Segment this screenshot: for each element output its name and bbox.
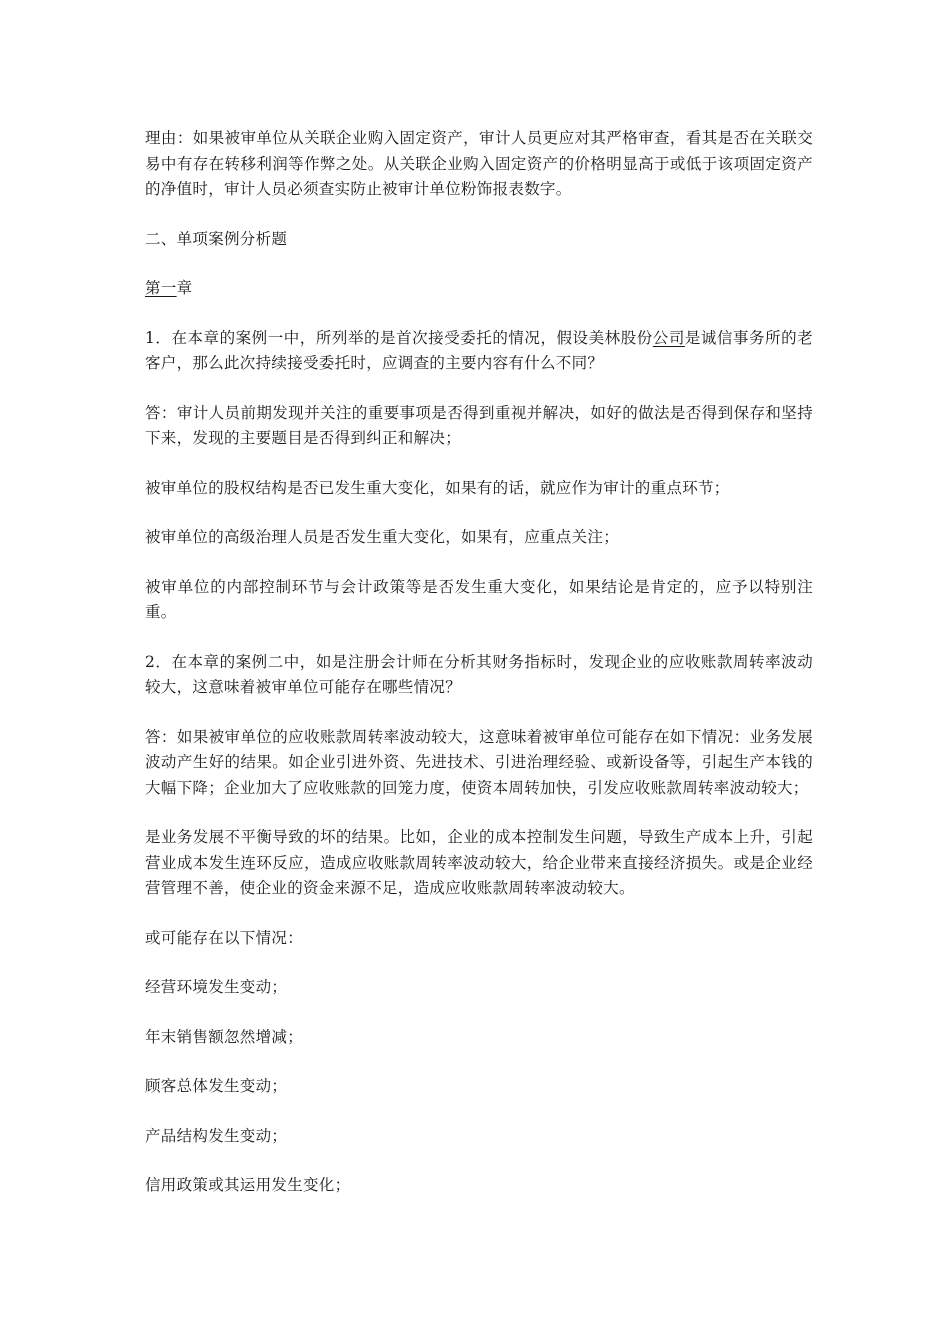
- question-1-before: 1．在本章的案例一中，所列举的是首次接受委托的情况，假设美林股份: [145, 328, 653, 347]
- question-1-after: 是诚信事务所的老客户，那么此次持续接受委托时，应调查的主要内容有什么不同？: [145, 328, 813, 372]
- list-item: 经营环境发生变动；: [145, 978, 288, 996]
- answer-2-point-3: 或可能存在以下情况：: [145, 928, 304, 947]
- question-2: 2．在本章的案例二中，如是注册会计师在分析其财务指标时，发现企业的应收账款周转率波动较大，这意味着被审单位可能存在哪些情况？: [145, 652, 813, 696]
- chapter-heading-underlined: 第一: [145, 279, 177, 297]
- answer-1-point-2: 被审单位的股权结构是否已发生重大变化，如果有的话，就应作为审计的重点环节；: [145, 478, 730, 497]
- list-item: 信用政策或其运用发生变化；: [145, 1176, 351, 1194]
- answer-2: 答：如果被审单位的应收账款周转率波动较大，这意味着被审单位可能存在如下情况：业务发展波动产生好的结果。如企业引进外资、先进技术、引进治理经验、或新设备等，引起生产本钱的大幅下降；企业加大了应收账款的回笼力度，使资本周转加快，引发应收账款周转率波动较大；: [145, 727, 813, 797]
- section-heading: 二、单项案例分析题: [145, 229, 288, 248]
- chapter-heading: [145, 276, 813, 302]
- list-item: 顾客总体发生变动；: [145, 1077, 288, 1095]
- question-1-link-text: 公司: [652, 328, 685, 347]
- reason-paragraph: 理由：如果被审单位从关联企业购入固定资产，审计人员更应对其严格审查，看其是否在关联交易中有存在转移利润等作弊之处。从关联企业购入固定资产的价格明显高于或低于该项固定资产的净值时，审计人员必须查实防止被审计单位粉饰报表数字。: [145, 129, 813, 198]
- document-body: [145, 126, 813, 1223]
- list-item: 年末销售额忽然增减；: [145, 1027, 304, 1046]
- list-item: 产品结构发生变动；: [145, 1126, 288, 1145]
- chapter-heading-rest: 章: [176, 279, 193, 297]
- answer-1-point-4: 被审单位的内部控制环节与会计政策等是否发生重大变化，如果结论是肯定的，应予以特别注重。: [145, 577, 813, 621]
- answer-1: 答：审计人员前期发现并关注的重要事项是否得到重视并解决，如好的做法是否得到保存和坚持下来，发现的主要题目是否得到纠正和解决；: [145, 403, 813, 447]
- answer-2-point-2: 是业务发展不平衡导致的坏的结果。比如，企业的成本控制发生问题，导致生产成本上升，引起营业成本发生连环反应，造成应收账款周转率波动较大，给企业带来直接经济损失。或是企业经营管理不善，使企业的资金来源不足，造成应收账款周转率波动较大。: [145, 828, 813, 897]
- answer-1-point-3: 被审单位的高级治理人员是否发生重大变化，如果有，应重点关注；: [145, 528, 620, 546]
- question-1: [145, 326, 813, 377]
